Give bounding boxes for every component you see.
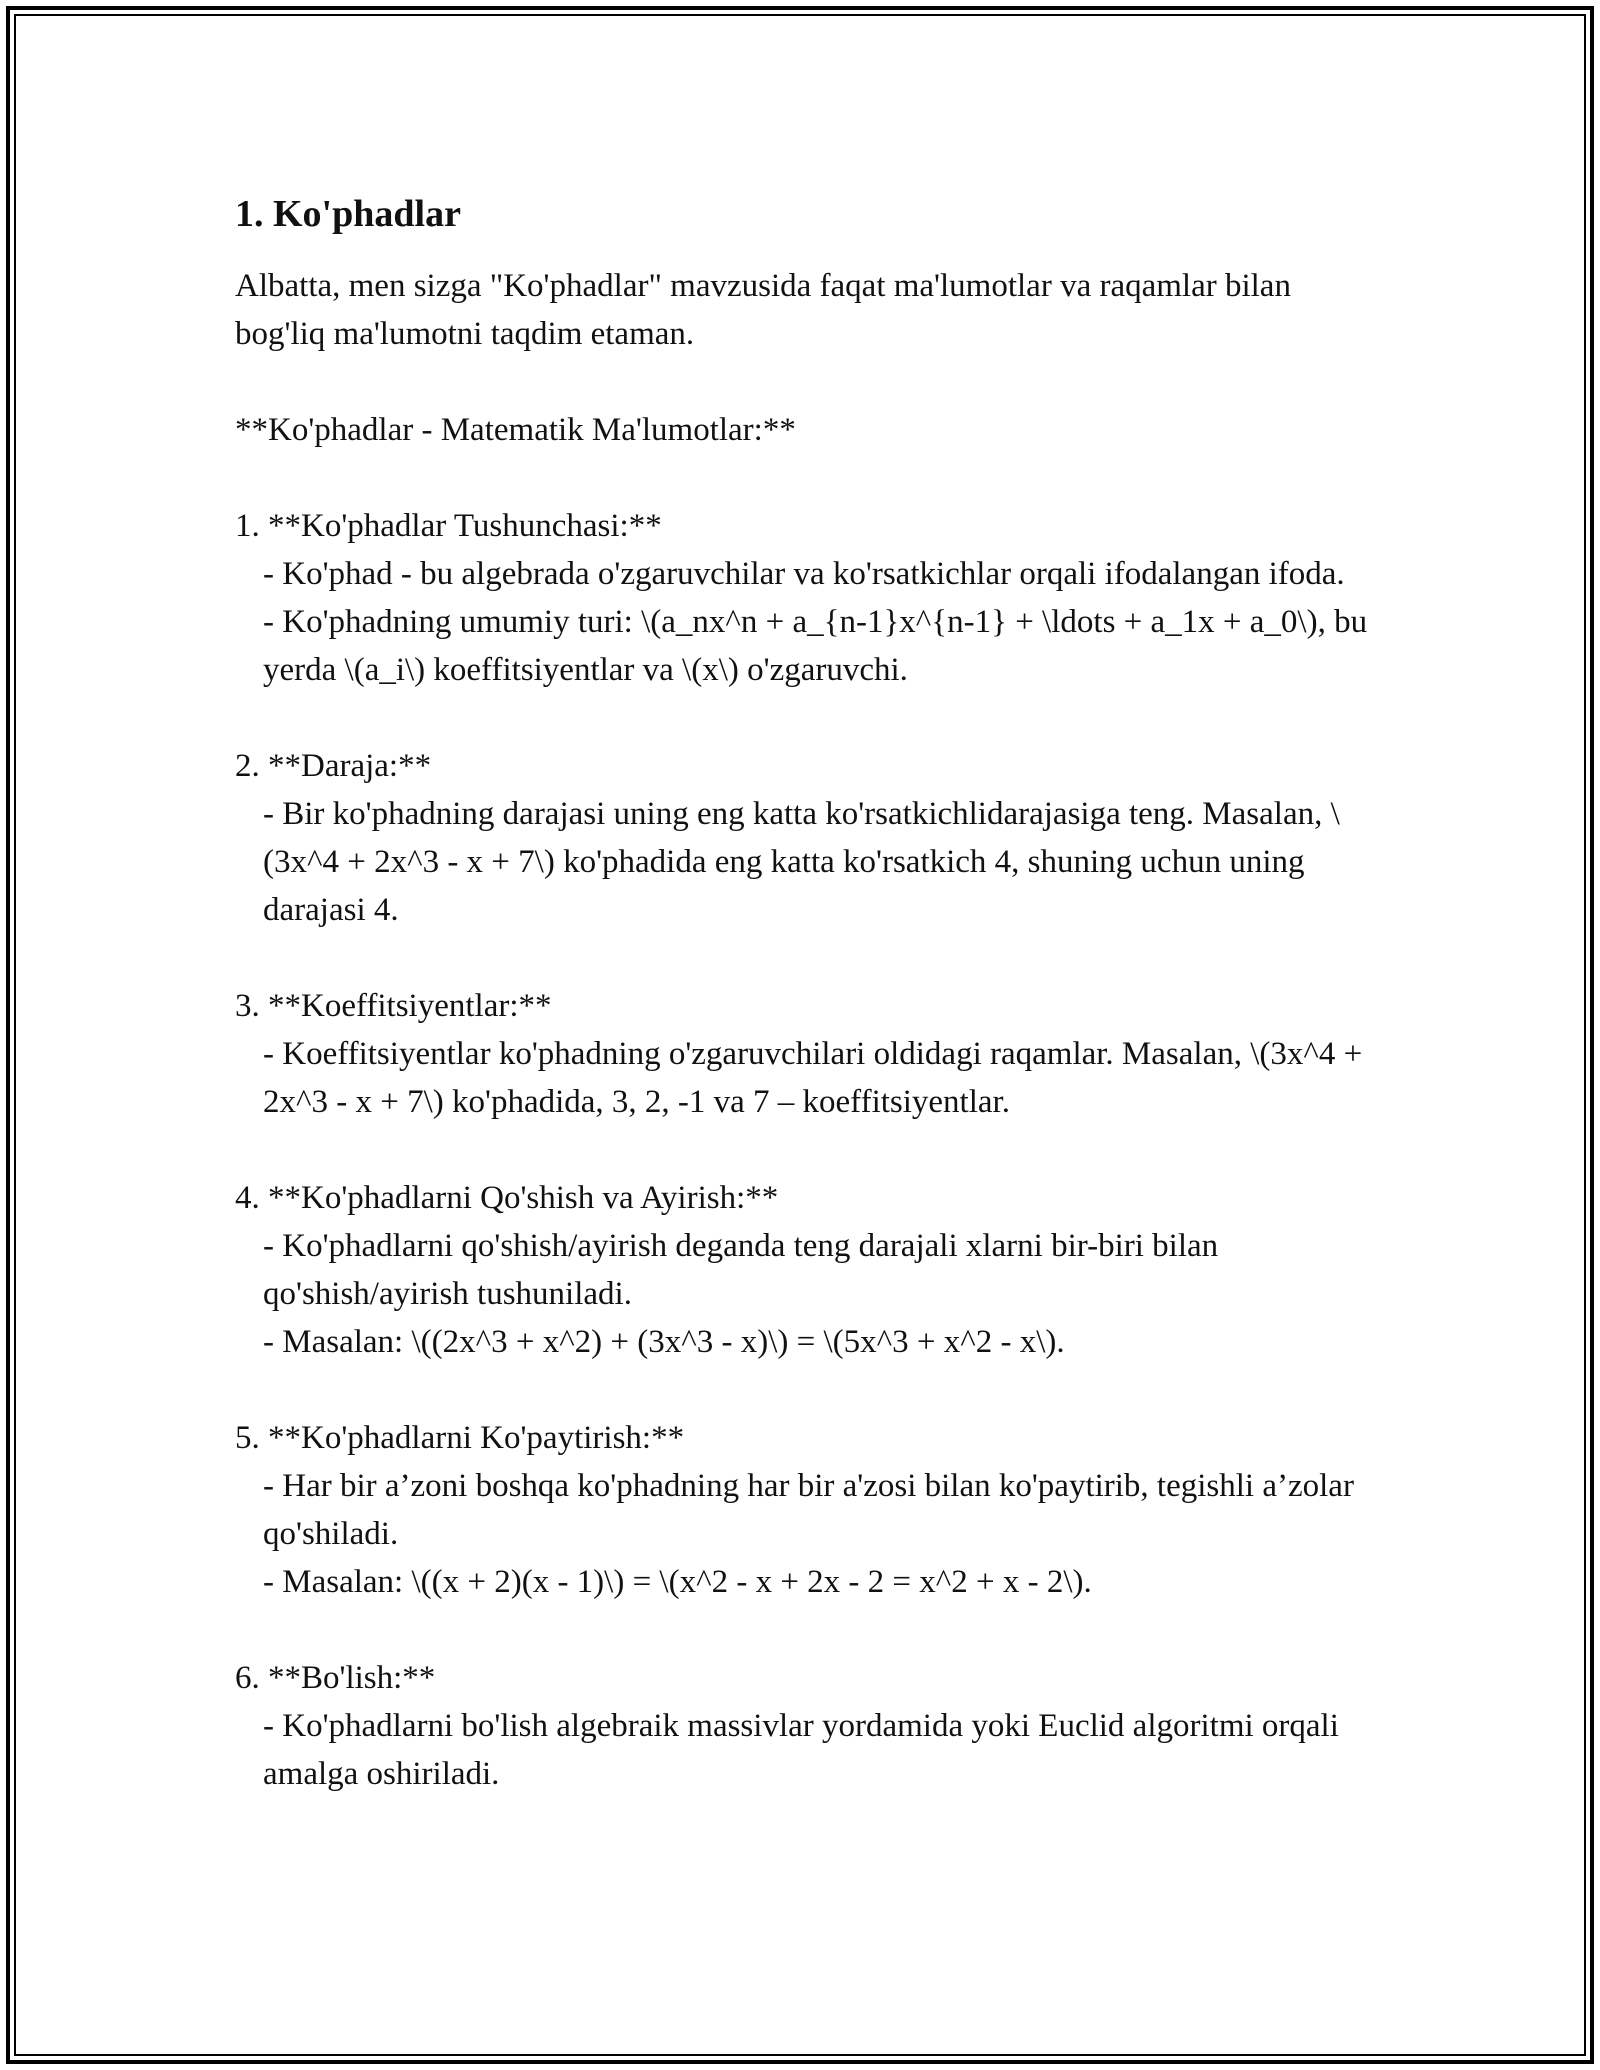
list-item [235,742,1375,934]
document-body [235,188,1375,1846]
list-item [235,502,1375,694]
list-item-title: 4. **Ko'phadlarni Qo'shish va Ayirish:** [235,1180,779,1216]
list-item-text: - Bir ko'phadning darajasi uning eng katta ko'rsatkichlidarajasiga teng. Masalan, \(3x^4 + 2x^3 - x + 7\) ko'phadida eng katta ko'rsatkich 4, shuning uchun uning darajasi 4. [263,796,1340,928]
list-item [235,982,1375,1126]
list-item-text: - Ko'phad - bu algebrada o'zgaruvchilar va ko'rsatkichlar orqali ifodalangan ifoda. [263,556,1345,592]
list-item-text: - Ko'phadlarni bo'lish algebraik massivlar yordamida yoki Euclid algoritmi orqali amalga oshiriladi. [263,1708,1348,1792]
page-title: 1. Ko'phadlar [235,193,461,235]
list-item [235,1414,1375,1606]
list-item-title: 1. **Ko'phadlar Tushunchasi:** [235,508,662,544]
list-item-title: 3. **Koeffitsiyentlar:** [235,988,552,1024]
section-heading: **Ko'phadlar - Matematik Ma'lumotlar:** [235,412,796,448]
list-item [235,1174,1375,1366]
list-item-title: 6. **Bo'lish:** [235,1660,436,1696]
list-item-text: - Ko'phadning umumiy turi: \(a_nx^n + a_{n-1}x^{n-1} + \ldots + a_1x + a_0\), bu yerda \(a_i\) koeffitsiyentlar va \(x\) o'zgaruvchi. [263,604,1376,688]
list-item-title: 5. **Ko'phadlarni Ko'paytirish:** [235,1420,685,1456]
list-item-title: 2. **Daraja:** [235,748,432,784]
list-item [235,1654,1375,1798]
list-item-text: - Masalan: \((x + 2)(x - 1)\) = \(x^2 - x + 2x - 2 = x^2 + x - 2\). [263,1564,1092,1600]
list-item-text: - Masalan: \((2x^3 + x^2) + (3x^3 - x)\) = \(5x^3 + x^2 - x\). [263,1324,1065,1360]
list-item-text: - Koeffitsiyentlar ko'phadning o'zgaruvchilari oldidagi raqamlar. Masalan, \(3x^4 + 2x^3 - x + 7\) ko'phadida, 3, 2, -1 va 7 – koeffitsiyentlar. [263,1036,1371,1120]
list-item-text: - Har bir a’zoni boshqa ko'phadning har bir a'zosi bilan ko'paytirib, tegishli a’zolar qo'shiladi. [263,1468,1363,1552]
intro-paragraph: Albatta, men sizga "Ko'phadlar" mavzusida faqat ma'lumotlar va raqamlar bilan bog'liq ma'lumotni taqdim etaman. [235,268,1291,352]
list-item-text: - Ko'phadlarni qo'shish/ayirish deganda teng darajali xlarni bir-biri bilan qo'shish/ayirish tushuniladi. [263,1228,1227,1312]
